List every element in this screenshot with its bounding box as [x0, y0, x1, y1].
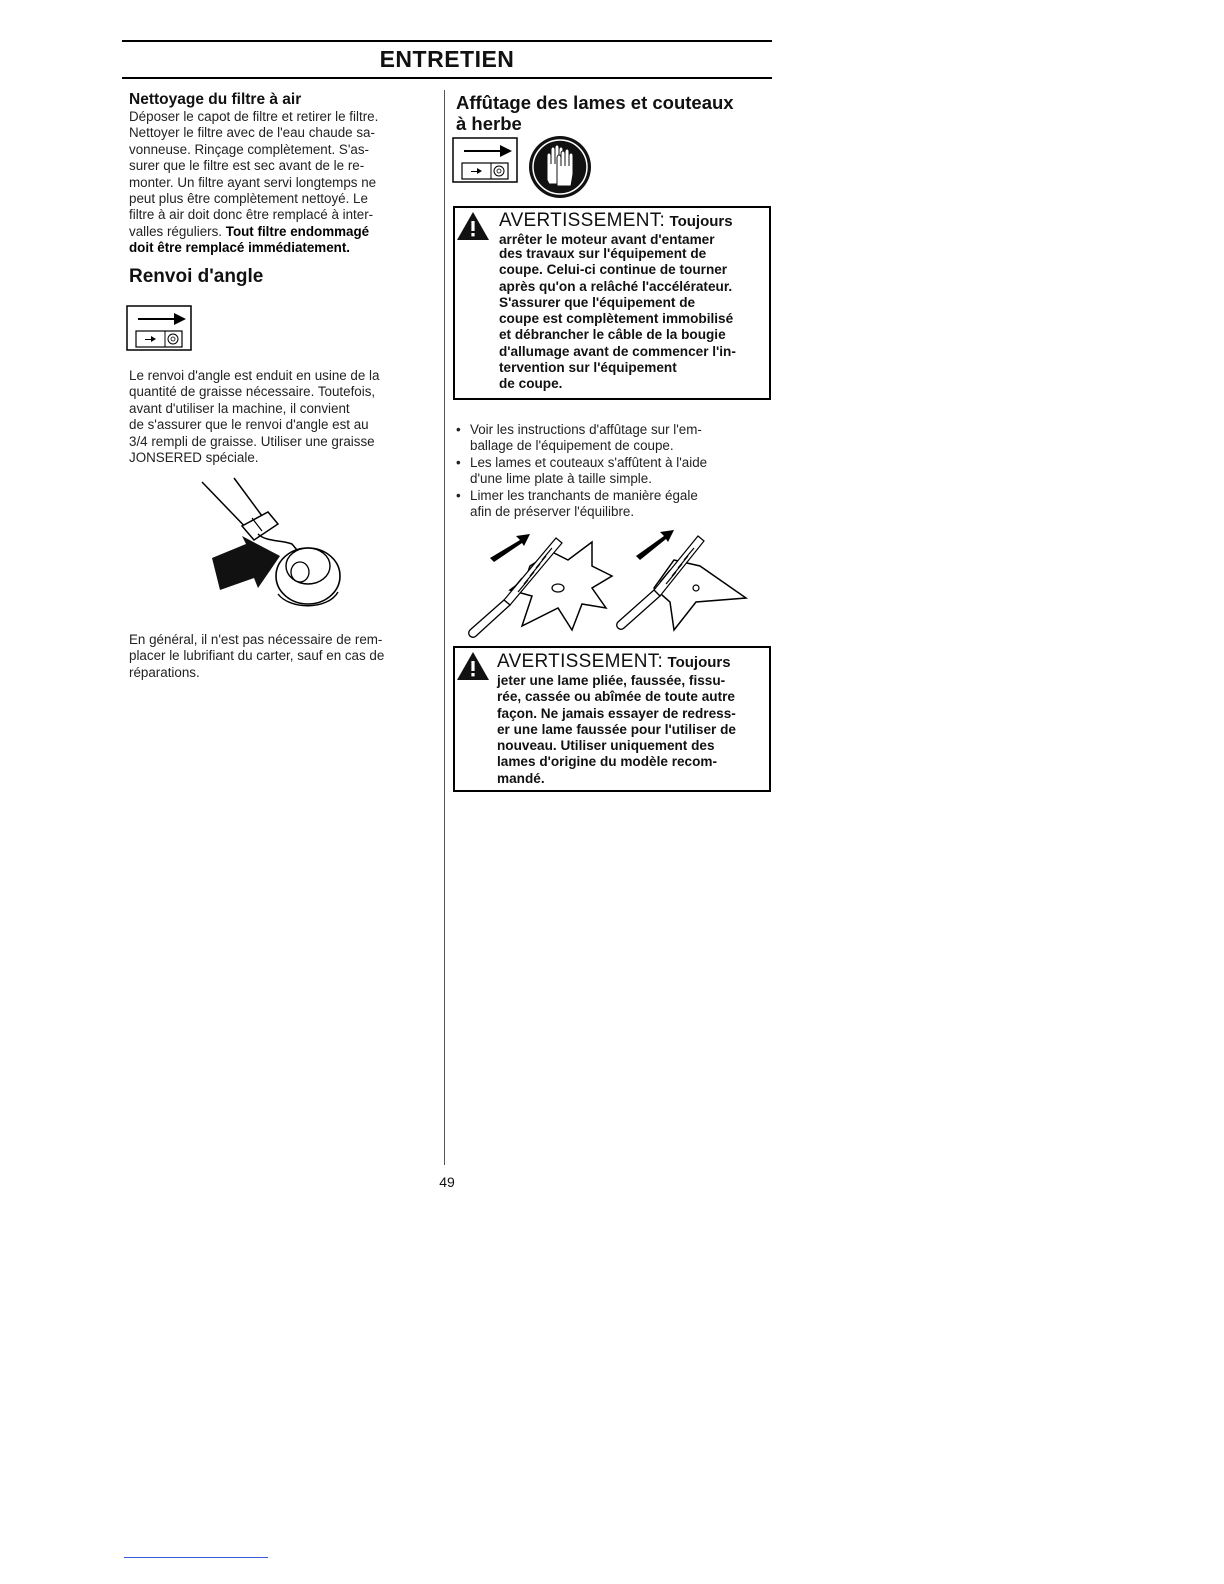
air-filter-line: Nettoyer le filtre avec de l'eau chaude sa-	[129, 125, 375, 141]
air-filter-line: vonneuse. Rinçage complètement. S'as-	[129, 141, 369, 157]
bevel-gear-after-line: placer le lubrifiant du carter, sauf en cas de	[129, 648, 385, 664]
sharpening-instructions	[454, 422, 772, 520]
warning-line: lames d'origine du modèle recom-	[497, 754, 718, 770]
blade-sharpening-illustration	[460, 530, 760, 640]
warning-lead: Toujours	[669, 213, 733, 230]
warning-box-stop-engine	[453, 206, 771, 400]
maintenance-symbol-icon	[126, 305, 192, 351]
air-filter-section	[129, 91, 429, 257]
air-filter-line-text: valles réguliers.	[129, 223, 223, 239]
air-filter-line: surer que le filtre est sec avant de le re-	[129, 158, 365, 174]
bevel-gear-text	[129, 368, 429, 466]
protective-gloves-icon	[527, 134, 593, 200]
warning-line: après qu'on a relâché l'accélérateur.	[499, 278, 733, 294]
bevel-gear-line: avant d'utiliser la machine, il convient	[129, 400, 350, 416]
list-item-line: d'une lime plate à taille simple.	[470, 471, 652, 487]
bevel-gear-heading: Renvoi d'angle	[129, 266, 264, 287]
warning-line: coupe est complètement immobilisé	[499, 311, 734, 327]
warning-line: façon. Ne jamais essayer de redress-	[497, 705, 736, 721]
warning-line: rée, cassée ou abîmée de toute autre	[497, 689, 735, 705]
bevel-gear-after-line: réparations.	[129, 664, 200, 680]
sharpening-heading-line1: Affûtage des lames et couteaux	[456, 92, 734, 113]
bevel-gear-line: Le renvoi d'angle est enduit en usine de la	[129, 368, 380, 383]
header-top-rule	[122, 40, 772, 42]
warning-line: arrêter le moteur avant d'entamer	[499, 232, 715, 247]
sharpening-heading-line2: à herbe	[456, 113, 522, 134]
warning-title: AVERTISSEMENT:	[499, 210, 666, 231]
warning-line: d'allumage avant de commencer l'in-	[499, 343, 736, 359]
bevel-gear-after-line: En général, il n'est pas nécessaire de rem-	[129, 632, 383, 647]
bevel-gear-illustration	[196, 476, 346, 616]
air-filter-line: monter. Un filtre ayant servi longtemps ne	[129, 174, 377, 190]
page-title: ENTRETIEN	[379, 46, 515, 72]
warning-line: S'assurer que l'équipement de	[499, 294, 696, 310]
bevel-gear-line: de s'assurer que le renvoi d'angle est au	[129, 417, 369, 433]
warning-line: et débrancher le câble de la bougie	[499, 327, 726, 343]
list-item-line: afin de préserver l'équilibre.	[470, 504, 635, 520]
bevel-gear-line: JONSERED spéciale.	[129, 450, 259, 466]
warning-box-damaged-blade	[453, 646, 771, 792]
air-filter-bold-line: doit être remplacé immédiatement.	[129, 240, 351, 256]
bevel-gear-heading-wrap	[129, 266, 429, 287]
warning-line: nouveau. Utiliser uniquement des	[497, 738, 715, 754]
maintenance-symbol-icon	[452, 137, 518, 183]
warning-line: er une lame faussée pour l'utiliser de	[497, 721, 736, 737]
warning-line: coupe. Celui-ci continue de tourner	[499, 262, 728, 278]
warning-line: des travaux sur l'équipement de	[499, 246, 707, 261]
warning-triangle-icon	[455, 650, 491, 682]
list-item	[454, 422, 772, 455]
header-bottom-rule	[122, 77, 772, 79]
warning-line: jeter une lame pliée, faussée, fissu-	[497, 673, 726, 688]
list-item	[454, 455, 772, 488]
air-filter-line	[129, 224, 429, 240]
warning-title: AVERTISSEMENT:	[497, 651, 664, 672]
bevel-gear-line: quantité de graisse nécessaire. Toutefois,	[129, 384, 376, 400]
warning-triangle-icon	[455, 210, 491, 242]
page-number: 49	[439, 1174, 455, 1190]
list-item-line: Les lames et couteaux s'affûtent à l'aide	[470, 454, 708, 470]
warning-line: tervention sur l'équipement	[499, 360, 677, 376]
warning-line: de coupe.	[499, 376, 563, 392]
list-item-line: Voir les instructions d'affûtage sur l'em-	[470, 422, 702, 437]
list-item	[454, 488, 772, 521]
list-item-line: Limer les tranchants de manière égale	[470, 487, 698, 503]
bevel-gear-line: 3/4 rempli de graisse. Utiliser une graisse	[129, 433, 375, 449]
air-filter-line: filtre à air doit donc être remplacé à inter-	[129, 207, 374, 223]
bevel-gear-after-text	[129, 632, 429, 681]
air-filter-heading: Nettoyage du filtre à air	[129, 91, 302, 108]
footer-link-line	[124, 1557, 268, 1558]
air-filter-bold-inline: Tout filtre endommagé	[225, 223, 370, 239]
list-item-line: ballage de l'équipement de coupe.	[470, 438, 674, 454]
warning-line: mandé.	[497, 770, 545, 786]
column-divider	[444, 90, 445, 1165]
air-filter-line: peut plus être complètement nettoyé. Le	[129, 191, 368, 207]
warning-lead: Toujours	[667, 654, 731, 671]
sharpening-heading-wrap	[456, 92, 776, 134]
air-filter-line: Déposer le capot de filtre et retirer le filtre.	[129, 109, 379, 124]
